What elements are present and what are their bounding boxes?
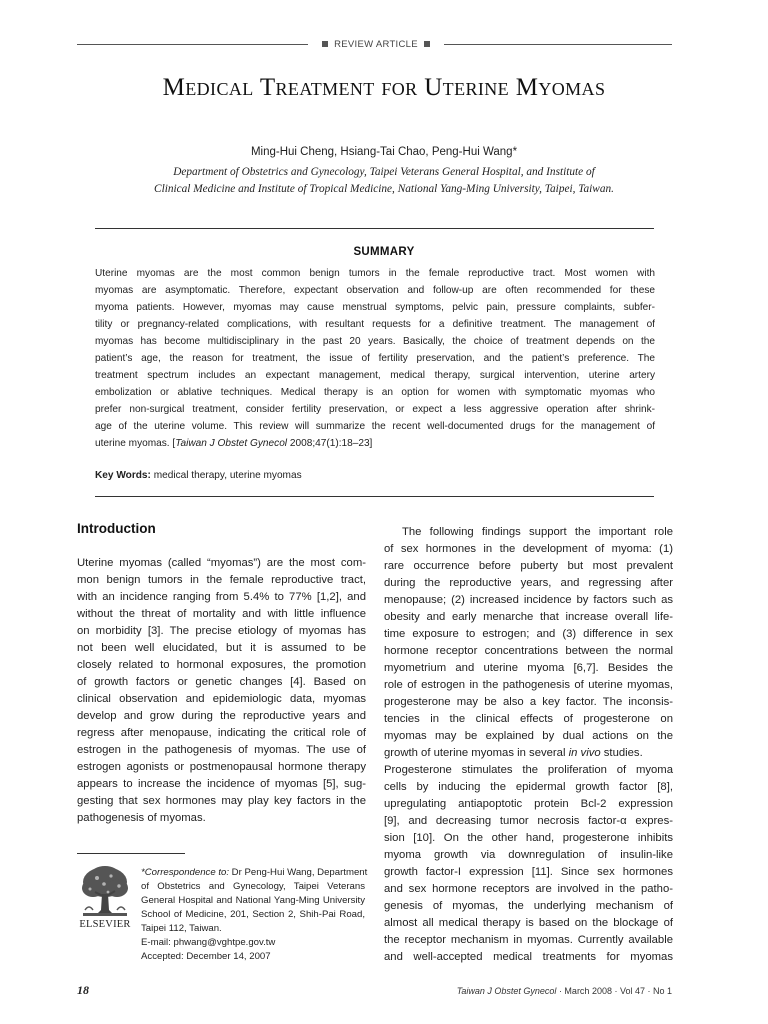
body-line: menopause; (2) increased incidence by factors such as bbox=[384, 594, 673, 606]
body-line: and well-accepted medical treatments for myomas bbox=[384, 951, 673, 963]
body-line: [9], and decreasing tumor necrosis factor-α expres- bbox=[384, 815, 673, 827]
body-line: of growth factors or genetic changes [4]. Based on bbox=[77, 676, 366, 688]
body-line: progesterone may be also a key factor. The inconsis- bbox=[384, 696, 673, 708]
body-line: mon benign tumors in the female reproductive tract, bbox=[77, 574, 366, 586]
summary-line-text: uterine myomas. [ bbox=[95, 438, 176, 449]
square-bullet-icon bbox=[322, 41, 328, 47]
summary-line: myoma patients. However, myomas may cause menstrual symptoms, pelvic pain, pressure complaints, subfer- bbox=[95, 302, 655, 313]
body-line: estrogen agonists or postmenopausal hormone therapy bbox=[77, 761, 366, 773]
footnote-line: of Obstetrics and Gynecology, Taipei Veterans bbox=[141, 881, 365, 892]
body-line: closely related to hormonal exposures, the promotion bbox=[77, 659, 366, 671]
affiliation-line-1: Department of Obstetrics and Gynecology, Taipei Veterans General Hospital, and Institute of bbox=[173, 166, 595, 178]
body-line: on morbidity [3]. The precise etiology of myomas has bbox=[77, 625, 366, 637]
body-line-text: growth of uterine myomas in several bbox=[384, 747, 569, 759]
article-title: Medical Treatment for Uterine Myomas bbox=[162, 74, 606, 101]
summary-line: treatment spectrum includes an expectant management, medical therapy, surgical intervention, uterine artery bbox=[95, 370, 655, 381]
body-line: regress after menopause, indicating the critical role of bbox=[77, 727, 366, 739]
summary-line: embolization or ablative techniques. Medical therapy is an option for women with symptomatic myomas who bbox=[95, 387, 655, 398]
keywords-label: Key Words: bbox=[95, 470, 151, 481]
body-line: role of estrogen in the pathogenesis of uterine myomas, bbox=[384, 679, 673, 691]
body-line: estrogen in the pathogenesis of myomas. The use of bbox=[77, 744, 366, 756]
footnote-line: School of Medicine, 201, Section 2, Shih-Pai Road, bbox=[141, 909, 365, 920]
footnote-line: Taipei 112, Taiwan. bbox=[141, 923, 222, 934]
article-type-label bbox=[308, 37, 444, 51]
body-line: of sex hormones in the development of myoma: (1) bbox=[384, 543, 673, 555]
summary-line: myomas are asymptomatic. Therefore, expectant observation and follow-up are often recommended for these bbox=[95, 285, 655, 296]
body-line: cells by inducing the epidermal growth factor [8], bbox=[384, 781, 673, 793]
summary-line: myomas has become multidisciplinary in the past 20 years. Basically, the choice of treatment depends on the bbox=[95, 336, 655, 347]
keywords-value: medical therapy, uterine myomas bbox=[150, 470, 302, 481]
body-line: gesting that sex hormones may play key factors in the bbox=[77, 795, 366, 807]
summary-line: tility or pregnancy-related complications, with resultant requests for a definitive treatment. The management of bbox=[95, 319, 655, 330]
footnote-text: Dr Peng-Hui Wang, Department bbox=[229, 867, 368, 878]
body-line: pathogenesis of myomas. bbox=[77, 812, 206, 824]
body-line-text: studies. bbox=[600, 747, 643, 759]
body-line: hormone receptor concentrations between the normal bbox=[384, 645, 673, 657]
body-line: time exposure to estrogen; and (3) difference in sex bbox=[384, 628, 673, 640]
body-line: rare occurrence before puberty but most prevalent bbox=[384, 560, 673, 572]
summary-line: patient’s age, the reason for treatment, the issue of fertility preservation, and the patient’s preference. The bbox=[95, 353, 655, 364]
publisher-name: ELSEVIER bbox=[79, 919, 131, 930]
footnote-rule bbox=[77, 853, 185, 854]
body-line: upregulating antiapoptotic protein Bcl-2 expression bbox=[384, 798, 673, 810]
summary-heading: SUMMARY bbox=[353, 246, 415, 258]
body-line: the receptor mechanism in myomas. Currently available bbox=[384, 934, 673, 946]
citation-details: 2008;47(1):18–23] bbox=[287, 438, 373, 449]
author-list: Ming-Hui Cheng, Hsiang-Tai Chao, Peng-Hui Wang* bbox=[250, 146, 518, 158]
summary-line: prefer non-surgical treatment, consider fertility preservation, or expect a less aggressive operation after shrink- bbox=[95, 404, 655, 415]
body-line: without the threat of mortality and with little influence bbox=[77, 608, 366, 620]
body-line: with an incidence ranging from 5.4% to 77% [1,2], and bbox=[77, 591, 366, 603]
journal-name: Taiwan J Obstet Gynecol bbox=[456, 986, 557, 996]
body-line: appears to increase the incidence of myomas [5], sug- bbox=[77, 778, 366, 790]
in-vivo-term: in vivo bbox=[568, 747, 601, 759]
summary-top-rule bbox=[95, 228, 654, 229]
citation-journal: Taiwan J Obstet Gynecol bbox=[175, 438, 288, 449]
body-line: genesis of myomas, the underlying mechanism of bbox=[384, 900, 673, 912]
body-line: myoma growth via downregulation of insulin-like bbox=[384, 849, 673, 861]
affiliation-line-2: Clinical Medicine and Institute of Tropical Medicine, National Yang-Ming University, Taipei, Taiwan. bbox=[154, 183, 614, 195]
journal-issue: · March 2008 · Vol 47 · No 1 bbox=[556, 986, 672, 996]
footnote-line: General Hospital and National Yang-Ming University bbox=[141, 895, 365, 906]
body-line: myomas may be explained by dual actions on the bbox=[384, 730, 673, 742]
body-line: tencies in the clinical effects of progesterone on bbox=[384, 713, 673, 725]
body-line: growth factor-I expression [11]. Since sex hormones bbox=[384, 866, 673, 878]
body-line: almost all medical therapy is based on the blockage of bbox=[384, 917, 673, 929]
body-line: sion [10]. On the other hand, progesterone inhibits bbox=[384, 832, 673, 844]
body-line bbox=[384, 747, 643, 759]
article-type-text: REVIEW ARTICLE bbox=[334, 38, 418, 50]
summary-line: age of the uterine volume. This review will summarize the recent well-documented drugs for the management of bbox=[95, 421, 655, 432]
footnote-accepted-date: Accepted: December 14, 2007 bbox=[141, 951, 271, 962]
summary-line: Uterine myomas are the most common benign tumors in the female reproductive tract. Most women with bbox=[95, 268, 655, 279]
body-line: The following findings support the important role bbox=[402, 526, 673, 538]
page-number: 18 bbox=[77, 983, 89, 997]
body-line: clinical observation and epidemiologic data, myomas bbox=[77, 693, 366, 705]
keywords bbox=[95, 470, 302, 481]
footnote-email[interactable]: E-mail: phwang@vghtpe.gov.tw bbox=[141, 937, 276, 948]
footnote-line bbox=[141, 867, 368, 878]
summary-bottom-rule bbox=[95, 496, 654, 497]
summary-citation-line bbox=[95, 438, 372, 449]
body-line: obesity and early menarche that increase overall life- bbox=[384, 611, 673, 623]
body-line: and sex hormone receptors are involved in the patho- bbox=[384, 883, 673, 895]
journal-footer bbox=[457, 986, 672, 996]
square-bullet-icon bbox=[424, 41, 430, 47]
body-line: Uterine myomas (called “myomas”) are the most com- bbox=[77, 557, 366, 569]
correspondence-label: *Correspondence to: bbox=[141, 867, 229, 878]
body-line: during the reproductive years, and regressing after bbox=[384, 577, 673, 589]
body-line: not been well elucidated, but it is assumed to be bbox=[77, 642, 366, 654]
body-line: develop and grow during the reproductive years and bbox=[77, 710, 366, 722]
body-line: myometrium and uterine myoma [6,7]. Besides the bbox=[384, 662, 673, 674]
section-heading-introduction: Introduction bbox=[77, 521, 156, 536]
body-line: Progesterone stimulates the proliferation of myoma bbox=[384, 764, 673, 776]
